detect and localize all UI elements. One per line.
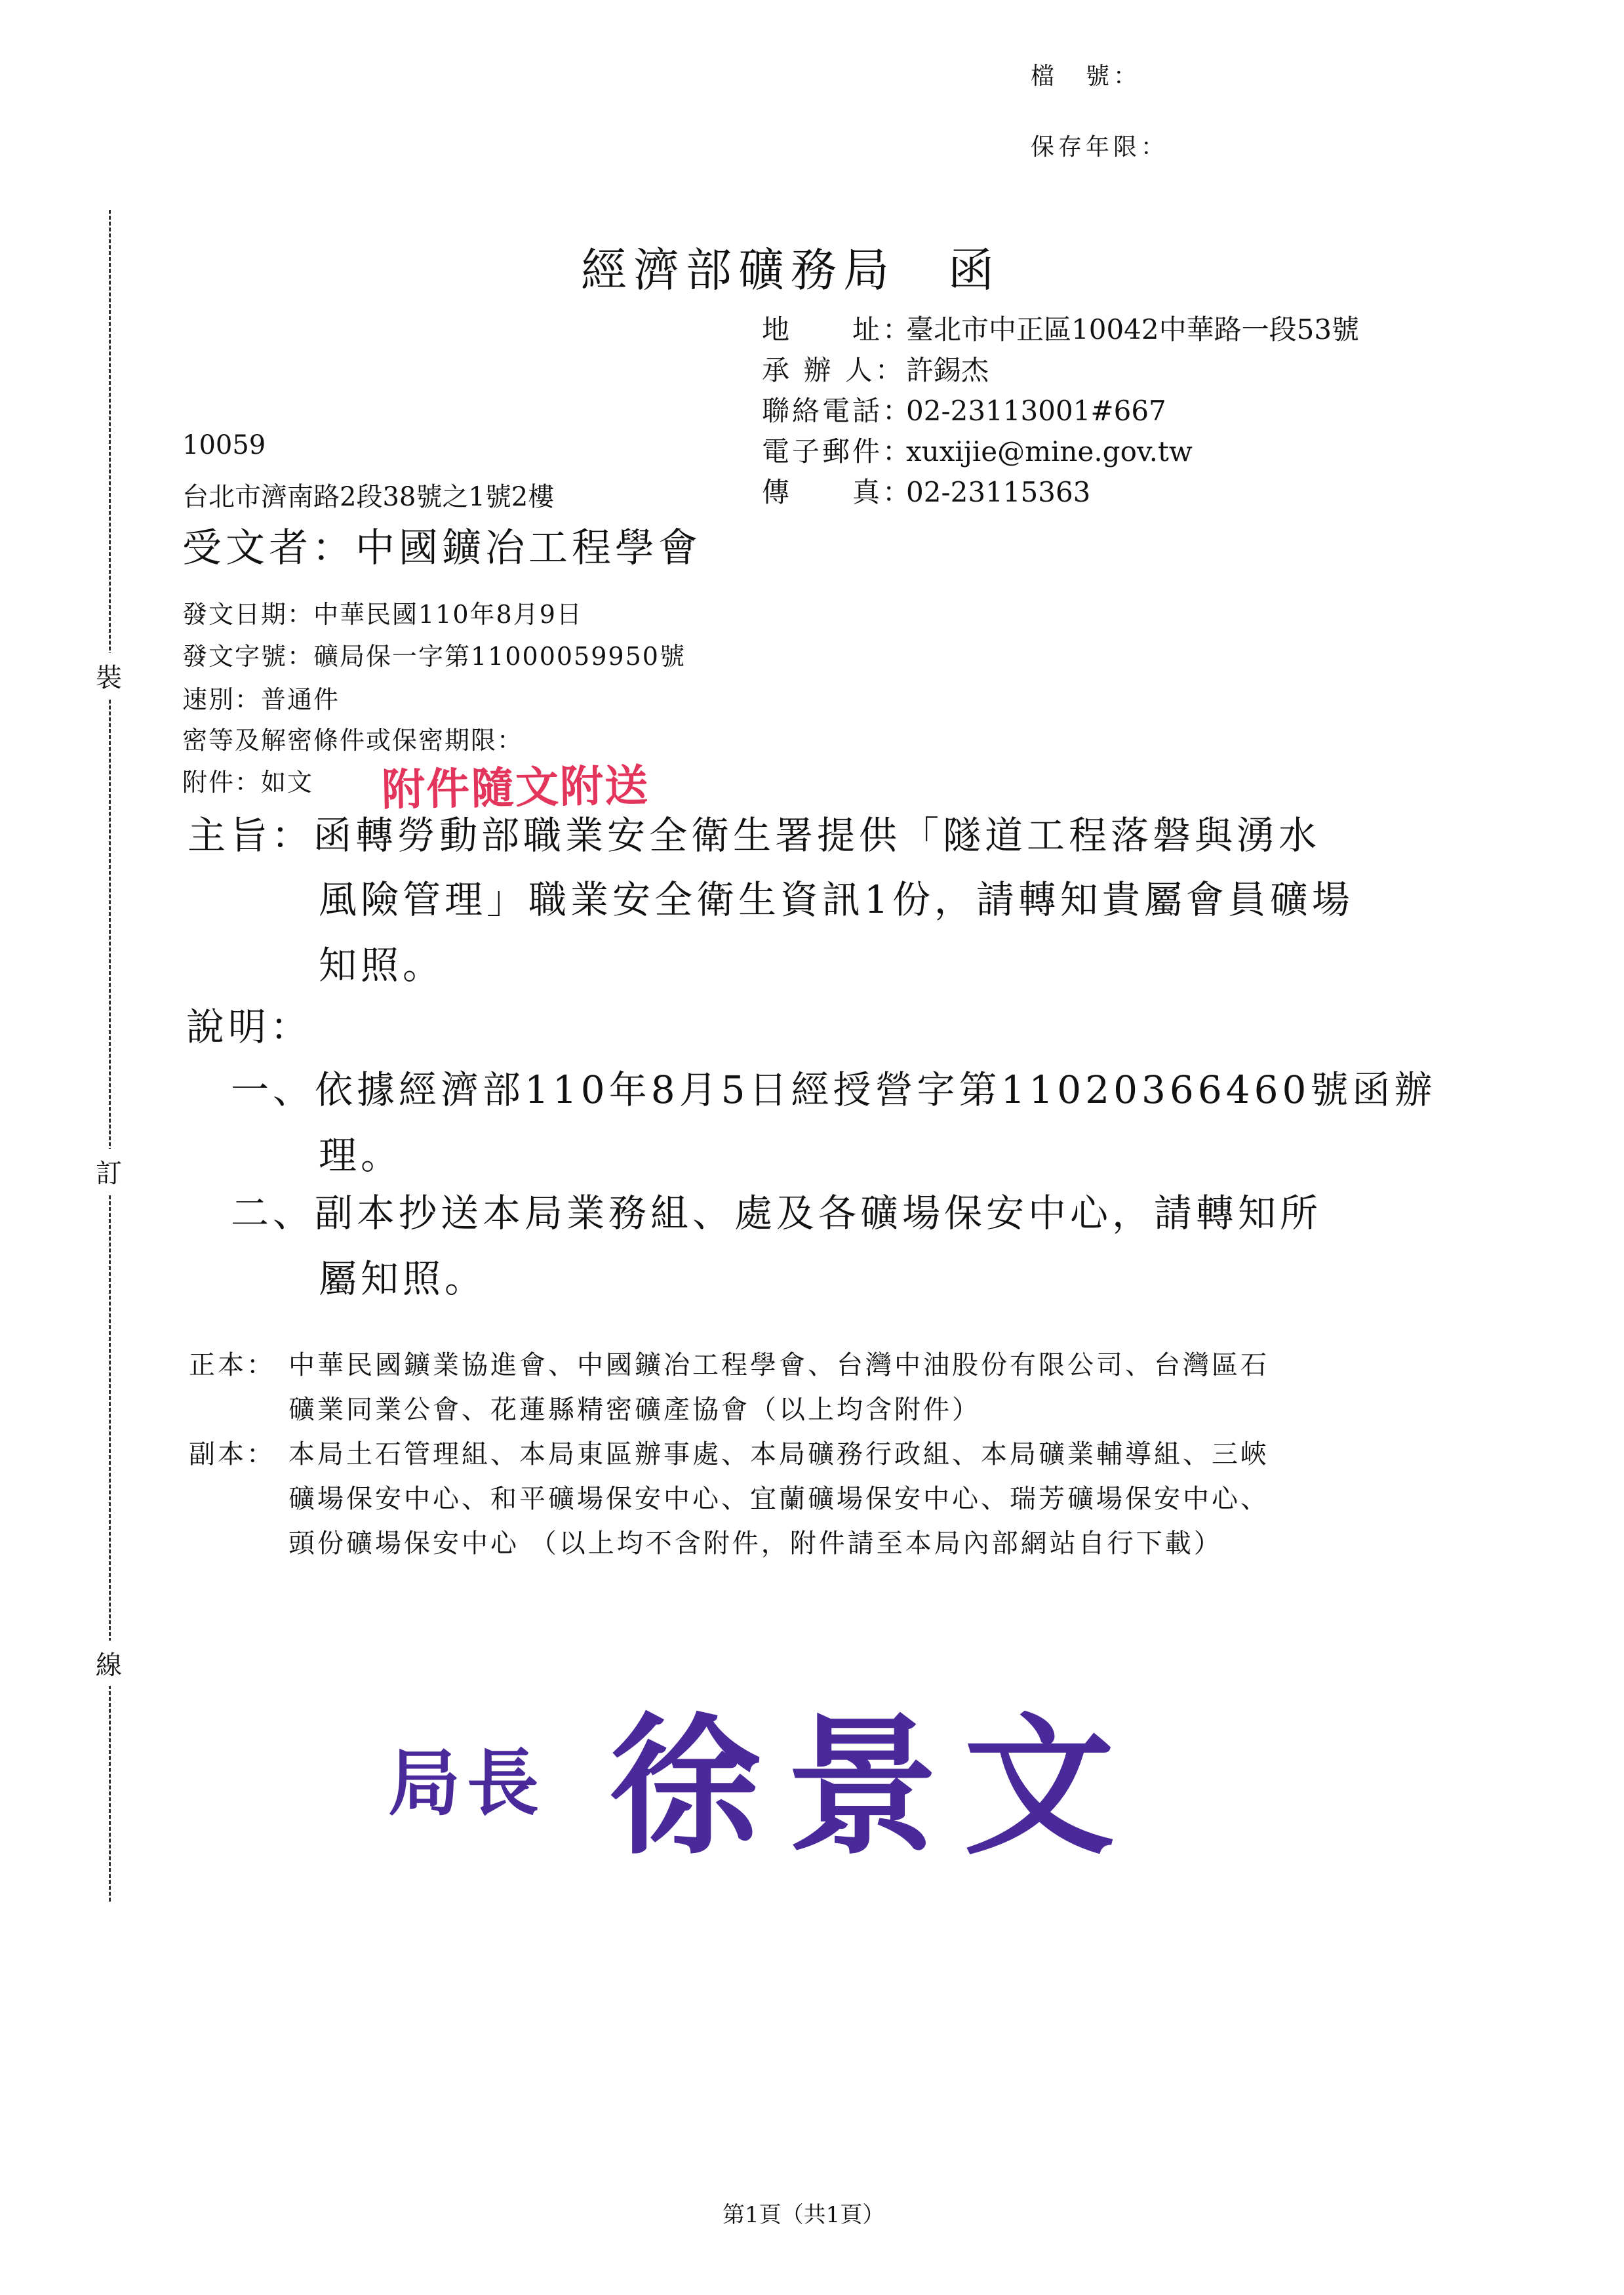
document-title: 經濟部礦務局 函 <box>581 243 1000 297</box>
explanation-item-2-line-1: 二、副本抄送本局業務組、處及各礦場保安中心，請轉知所 <box>231 1191 1322 1235</box>
fax-label: 傳 真： <box>762 476 913 508</box>
address-value: 臺北市中正區10042中華路一段53號 <box>906 313 1360 346</box>
contact-address-row <box>762 308 1359 348</box>
copy-recipient-line-3: 頭份礦場保安中心 （以上均不含附件，附件請至本局內部網站自行下載） <box>288 1528 1223 1559</box>
subject-line-3: 知照。 <box>319 943 445 988</box>
retention-period-label: 保存年限： <box>1031 134 1169 161</box>
email-label: 電子郵件： <box>762 435 913 468</box>
recipient-zip: 10059 <box>182 430 266 460</box>
explanation-item-1-line-2: 理。 <box>319 1133 403 1178</box>
attachment-note: 附件：如文 <box>182 768 314 797</box>
subject-line-2: 風險管理」職業安全衛生資訊1份，請轉知貴屬會員礦場 <box>319 877 1354 922</box>
contact-fax-row <box>762 471 1090 510</box>
explanation-heading: 說明： <box>186 1005 313 1049</box>
handler-value: 許錫杰 <box>906 354 989 386</box>
delivery-speed: 速別：普通件 <box>182 685 340 714</box>
explanation-item-2-line-2: 屬知照。 <box>319 1256 487 1301</box>
main-recipient-label: 正本： <box>189 1350 275 1380</box>
issue-date: 發文日期：中華民國110年8月9日 <box>182 600 583 629</box>
address-label: 地 址： <box>762 313 913 346</box>
main-recipient-line-2: 礦業同業公會、花蓮縣精密礦產協會（以上均含附件） <box>288 1395 981 1425</box>
phone-value: 02-23113001#667 <box>906 395 1166 427</box>
main-recipient-line-1: 中華民國鑛業協進會、中國鑛冶工程學會、台灣中油股份有限公司、台灣區石 <box>288 1350 1269 1380</box>
fax-value: 02-23115363 <box>906 476 1091 508</box>
binding-char-top: 裝 <box>96 653 122 698</box>
document-number: 發文字號：礦局保一字第11000059950號 <box>182 642 686 671</box>
copy-recipient-label: 副本： <box>189 1439 275 1469</box>
binding-char-middle: 訂 <box>96 1149 122 1194</box>
copy-recipient-line-2: 礦場保安中心、和平礦場保安中心、宜蘭礦場保安中心、瑞芳礦場保安中心、 <box>288 1484 1269 1514</box>
contact-email-row <box>762 430 1193 469</box>
binding-char-bottom: 線 <box>96 1641 122 1686</box>
signature-title-stamp: 局長 <box>388 1741 545 1826</box>
email-value: xuxijie@mine.gov.tw <box>906 435 1193 468</box>
copy-recipient-line-1: 本局土石管理組、本局東區辦事處、本局礦務行政組、本局礦業輔導組、三峽 <box>288 1439 1269 1469</box>
phone-label: 聯絡電話： <box>762 395 913 427</box>
subject-line-1: 主旨：函轉勞動部職業安全衛生署提供「隧道工程落磐與湧水 <box>188 813 1321 858</box>
attachment-red-stamp: 附件隨文附送 <box>381 759 650 816</box>
security-level: 密等及解密條件或保密期限： <box>182 726 524 755</box>
handler-label: 承 辦 人： <box>762 354 905 386</box>
explanation-item-1-line-1: 一、依據經濟部110年8月5日經授營字第11020366460號函辦 <box>231 1068 1436 1112</box>
recipient: 受文者：中國鑛冶工程學會 <box>182 525 702 571</box>
contact-handler-row <box>762 349 989 388</box>
page-number-footer: 第1頁（共1頁） <box>723 2202 885 2228</box>
signature-name-stamp: 徐景文 <box>610 1698 1141 1875</box>
recipient-street-address: 台北市濟南路2段38號之1號2樓 <box>182 482 555 512</box>
contact-phone-row <box>762 389 1166 429</box>
file-number-label: 檔 號： <box>1031 63 1141 90</box>
